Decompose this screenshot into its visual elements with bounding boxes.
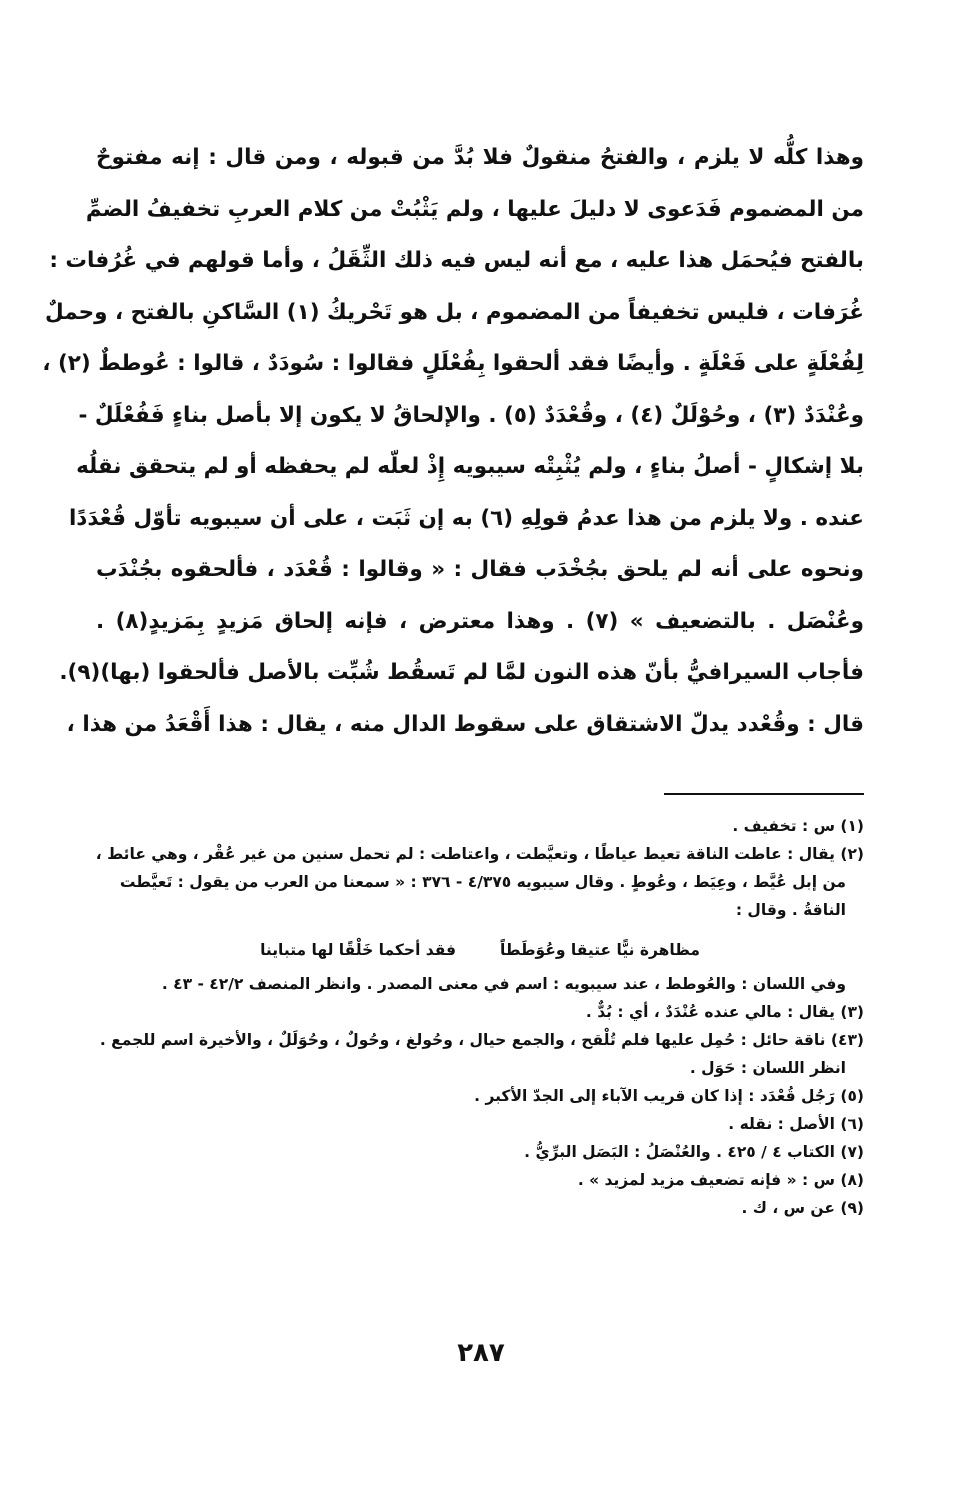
footnote-9: (٩) عن س ، ك .: [741, 1199, 864, 1217]
footnote-1: (١) س : تخفيف .: [732, 817, 864, 835]
main-text-line: غُرَفات ، فليس تخفيفاً من المضموم ، بل هو تَحْريكُ (١) السَّاكنِ بالفتح ، وحملٌ: [45, 299, 864, 325]
verse-first-hemistich: مظاهرة نيًّا عتيقا وعُوَطَطاً: [500, 941, 700, 959]
footnote-4: (٤٣) ناقة حائل : حُمِل عليها فلم تُلْقح ، والجمع حيال ، وحُولغ ، وحُولٌ ، وحُوَلَلٌ ، والأخيرة اسم للجمع .: [99, 1031, 864, 1049]
main-text-line: ونحوه على أنه لم يلحق بجُخْدَب فقال : « وقالوا : قُعْدَد ، فألحقوه بجُنْدَب: [96, 557, 864, 582]
verse-second-hemistich: فقد أحكما خَلْقًا لها متباينا: [260, 941, 457, 959]
poetry-verse: [96, 936, 864, 964]
page-number: ٢٨٧: [457, 1338, 505, 1368]
footnote-7: (٧) الكتاب ٤ / ٤٢٥ . والعُنْصَلُ : البَصَل البرِّيُّ .: [524, 1143, 864, 1161]
footnote-6: (٦) الأصل : نقله .: [728, 1115, 864, 1133]
footnote-2-continued: وفي اللسان : والعُوطط ، عند سيبويه : اسم في معنى المصدر . وانظر المنصف ٤٢/٢ - ٤٣ .: [161, 975, 846, 993]
footnotes: [96, 812, 864, 1222]
footnote-4-continued: انظر اللسان : حَوَل .: [689, 1059, 846, 1077]
main-text-line: قال : وقُعْدد يدلّ الاشتقاق على سقوط الدال منه ، يقال : هذا أَقْعَدُ من هذا ،: [66, 711, 864, 737]
main-text-line: من المضموم فَدَعوى لا دليلَ عليها ، ولم يَثْبُتْ من كلام العربِ تخفيفُ الضمِّ: [85, 196, 864, 222]
main-text-line: وعُنْدَدٌ (٣) ، وحُوْلَلٌ (٤) ، وقُعْدَدٌ (٥) . والإلحاقُ لا يكون إلا بأصل بناءٍ فَفُعْلَلٌ -: [78, 402, 864, 428]
main-text-line: بلا إشكالٍ - أصلُ بناءٍ ، ولم يُثْبِتْه سيبويه إِذْ لعلّه لم يحفظه أو لم يتحقق نقلُه: [76, 454, 864, 479]
footnote-2-continued: من إبل عُيَّط ، وعِيَط ، وعُوطٍ . وقال سيبويه ٤/٣٧٥ - ٣٧٦ : « سمعنا من العرب من يقول : تَعيَّطت: [119, 873, 846, 891]
footnote-3: (٣) يقال : مالي عنده عُنْدَدٌ ، أي : بُدٌّ .: [585, 1003, 864, 1021]
footnote-2-continued: الناقةُ . وقال :: [735, 901, 846, 919]
footnote-separator: [664, 793, 864, 795]
main-text-line: بالفتح فيُحمَل هذا عليه ، مع أنه ليس فيه ذلك الثِّقَلُ ، وأما قولهم في غُرُفات :: [49, 248, 864, 273]
main-text-line: لِفُعْلَةٍ على فَعْلَةٍ . وأيضًا فقد ألحقوا بِفُعْلَلٍ فقالوا : سُودَدٌ ، قالوا : عُوططٌ (٢) ،: [42, 351, 864, 376]
main-text-line: وعُنْصَل . بالتضعيف » (٧) . وهذا معترض ، فإنه إلحاق مَزيدٍ بِمَزيدٍ(٨) .: [96, 608, 864, 634]
footnote-2: (٢) يقال : عاطت الناقة تعيط عياطًا ، وتعيَّطت ، واعتاطت : لم تحمل سنين من غير عُقْر ، وهي عائط ،: [95, 845, 864, 863]
footnote-5: (٥) رَجُل قُعْدَد : إذا كان قريب الآباء إلى الجدّ الأكبر .: [474, 1087, 864, 1105]
main-text-line: فأجاب السيرافيُّ بأنّ هذه النون لمَّا لم تَسقُط شُبِّت بالأصل فألحقوا (بها)(٩).: [59, 660, 864, 685]
main-text-line: وهذا كلُّه لا يلزم ، والفتحُ منقولٌ فلا بُدَّ من قبوله ، ومن قال : إنه مفتوحٌ: [96, 145, 864, 170]
footnote-8: (٨) س : « فإنه تضعيف مزيد لمزيد » .: [577, 1171, 864, 1189]
main-text-body: [42, 132, 864, 750]
main-text-line: عنده . ولا يلزم من هذا عدمُ قولِهِ (٦) به إن ثَبَت ، على أن سيبويه تأوّل قُعْدَدًا: [68, 505, 864, 531]
